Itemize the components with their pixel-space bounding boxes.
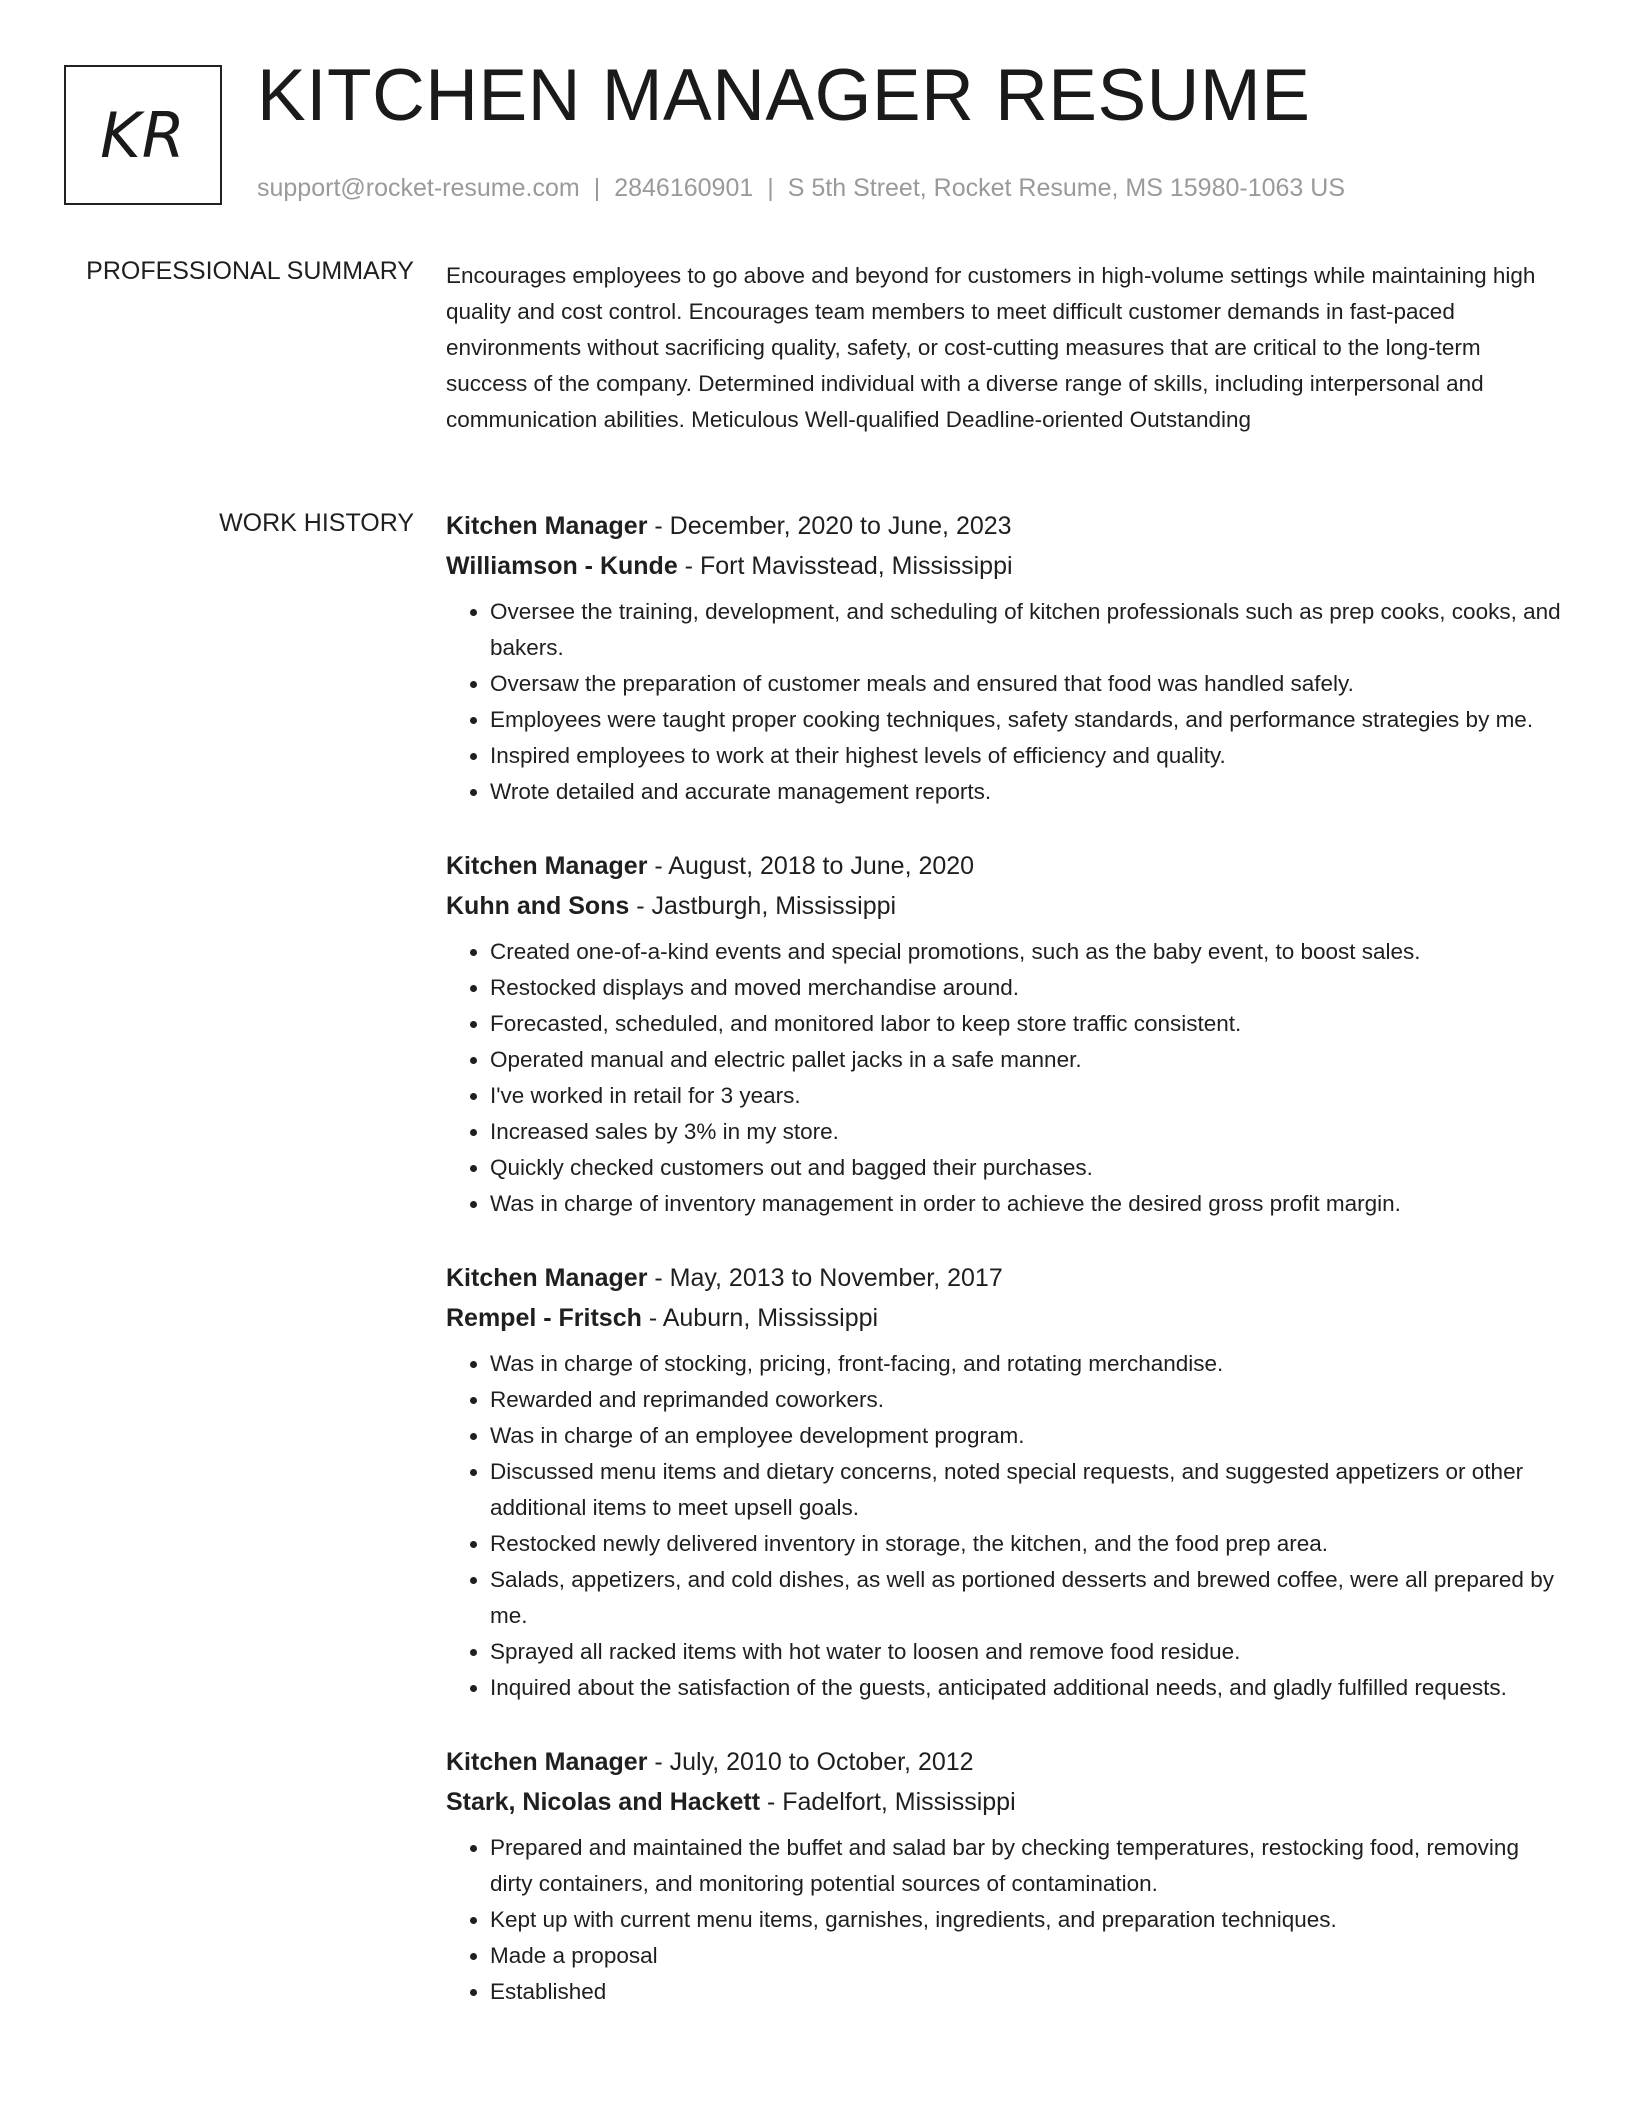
- resume-title: KITCHEN MANAGER RESUME: [257, 55, 1311, 136]
- job-bullet: • Oversaw the preparation of customer meals and ensured that food was handled safely.: [490, 666, 1566, 702]
- job-location: - Jastburgh, Mississippi: [629, 892, 897, 920]
- job-bullet: • Kept up with current menu items, garnishes, ingredients, and preparation techniques.: [490, 1902, 1566, 1938]
- job-location: - Fort Mavisstead, Mississippi: [677, 552, 1013, 580]
- contact-separator: |: [767, 174, 774, 202]
- summary-text: Encourages employees to go above and beyond for customers in high-volume settings while maintaining high quality and cost control. Encourages team members to meet difficult customer demands in fast-paced environments without sacrificing quality, safety, or cost-cutting measures that are critical to the long-term success of the company. Determined individual with a diverse range of skills, including interpersonal and communication abilities. Meticulous Well-qualified Deadline-oriented Outstanding: [446, 263, 1536, 432]
- job-entry: [446, 1742, 1566, 2010]
- job-bullet: • I've worked in retail for 3 years.: [490, 1078, 1566, 1114]
- job-bullet: • Increased sales by 3% in my store.: [490, 1114, 1566, 1150]
- job-company-line: [446, 1782, 1566, 1822]
- job-company-line: [446, 886, 1566, 926]
- job-company-line: [446, 1298, 1566, 1338]
- job-title-line: [446, 1258, 1566, 1298]
- job-title: Kitchen Manager: [446, 512, 648, 540]
- job-title: Kitchen Manager: [446, 1748, 648, 1776]
- job-company-line: [446, 546, 1566, 586]
- job-bullet: • Prepared and maintained the buffet and salad bar by checking temperatures, restocking food, removing dirty containers, and monitoring potential sources of contamination.: [490, 1830, 1566, 1902]
- job-bullet: • Forecasted, scheduled, and monitored labor to keep store traffic consistent.: [490, 1006, 1566, 1042]
- contact-phone[interactable]: 2846160901: [614, 174, 754, 202]
- job-bullets: [446, 594, 1566, 810]
- job-bullet: • Operated manual and electric pallet jacks in a safe manner.: [490, 1042, 1566, 1078]
- job-bullet: • Was in charge of inventory management in order to achieve the desired gross profit margin.: [490, 1186, 1566, 1222]
- jobs-list: [446, 506, 1566, 2046]
- job-bullet: • Established: [490, 1974, 1566, 2010]
- job-entry: [446, 846, 1566, 1222]
- job-bullet: • Created one-of-a-kind events and special promotions, such as the baby event, to boost sales.: [490, 934, 1566, 970]
- summary-label: PROFESSIONAL SUMMARY: [86, 257, 414, 285]
- job-title-line: [446, 506, 1566, 546]
- job-dates: - May, 2013 to November, 2017: [647, 1264, 1003, 1292]
- job-bullets: [446, 934, 1566, 1222]
- job-bullet: • Restocked newly delivered inventory in storage, the kitchen, and the food prep area.: [490, 1526, 1566, 1562]
- job-bullet: • Inquired about the satisfaction of the guests, anticipated additional needs, and gladly fulfilled requests.: [490, 1670, 1566, 1706]
- job-company: Kuhn and Sons: [446, 892, 630, 920]
- job-title-line: [446, 846, 1566, 886]
- job-dates: - July, 2010 to October, 2012: [647, 1748, 974, 1776]
- job-bullet: • Wrote detailed and accurate management reports.: [490, 774, 1566, 810]
- contact-line: [257, 174, 1345, 203]
- monogram-badge: [64, 65, 222, 205]
- job-location: - Fadelfort, Mississippi: [760, 1788, 1016, 1816]
- job-title: Kitchen Manager: [446, 852, 648, 880]
- monogram-initials: KR: [100, 98, 186, 172]
- job-bullet: • Was in charge of an employee development program.: [490, 1418, 1566, 1454]
- job-bullet: • Sprayed all racked items with hot water to loosen and remove food residue.: [490, 1634, 1566, 1670]
- job-bullet: • Restocked displays and moved merchandise around.: [490, 970, 1566, 1006]
- job-bullet: • Discussed menu items and dietary concerns, noted special requests, and suggested appetizers or other additional items to meet upsell goals.: [490, 1454, 1566, 1526]
- work-history-label: WORK HISTORY: [219, 509, 414, 537]
- job-company: Rempel - Fritsch: [446, 1304, 642, 1332]
- job-bullet: • Inspired employees to work at their highest levels of efficiency and quality.: [490, 738, 1566, 774]
- job-company: Stark, Nicolas and Hackett: [446, 1788, 761, 1816]
- job-dates: - August, 2018 to June, 2020: [647, 852, 975, 880]
- job-bullets: [446, 1830, 1566, 2010]
- contact-address: S 5th Street, Rocket Resume, MS 15980-1063 US: [787, 174, 1345, 202]
- job-bullet: • Salads, appetizers, and cold dishes, as well as portioned desserts and brewed coffee, were all prepared by me.: [490, 1562, 1566, 1634]
- job-title: Kitchen Manager: [446, 1264, 648, 1292]
- job-bullet: • Employees were taught proper cooking techniques, safety standards, and performance strategies by me.: [490, 702, 1566, 738]
- job-bullet: • Was in charge of stocking, pricing, front-facing, and rotating merchandise.: [490, 1346, 1566, 1382]
- job-bullet: • Quickly checked customers out and bagged their purchases.: [490, 1150, 1566, 1186]
- job-title-line: [446, 1742, 1566, 1782]
- contact-separator: |: [593, 174, 601, 202]
- job-location: - Auburn, Mississippi: [641, 1304, 879, 1332]
- job-bullet: • Oversee the training, development, and scheduling of kitchen professionals such as prep cooks, cooks, and bakers.: [490, 594, 1566, 666]
- job-entry: [446, 506, 1566, 810]
- job-dates: - December, 2020 to June, 2023: [647, 512, 1012, 540]
- job-company: Williamson - Kunde: [446, 552, 678, 580]
- job-bullets: [446, 1346, 1566, 1706]
- job-bullet: • Rewarded and reprimanded coworkers.: [490, 1382, 1566, 1418]
- contact-email[interactable]: support@rocket-resume.com: [257, 174, 580, 202]
- job-entry: [446, 1258, 1566, 1706]
- job-bullet: • Made a proposal: [490, 1938, 1566, 1974]
